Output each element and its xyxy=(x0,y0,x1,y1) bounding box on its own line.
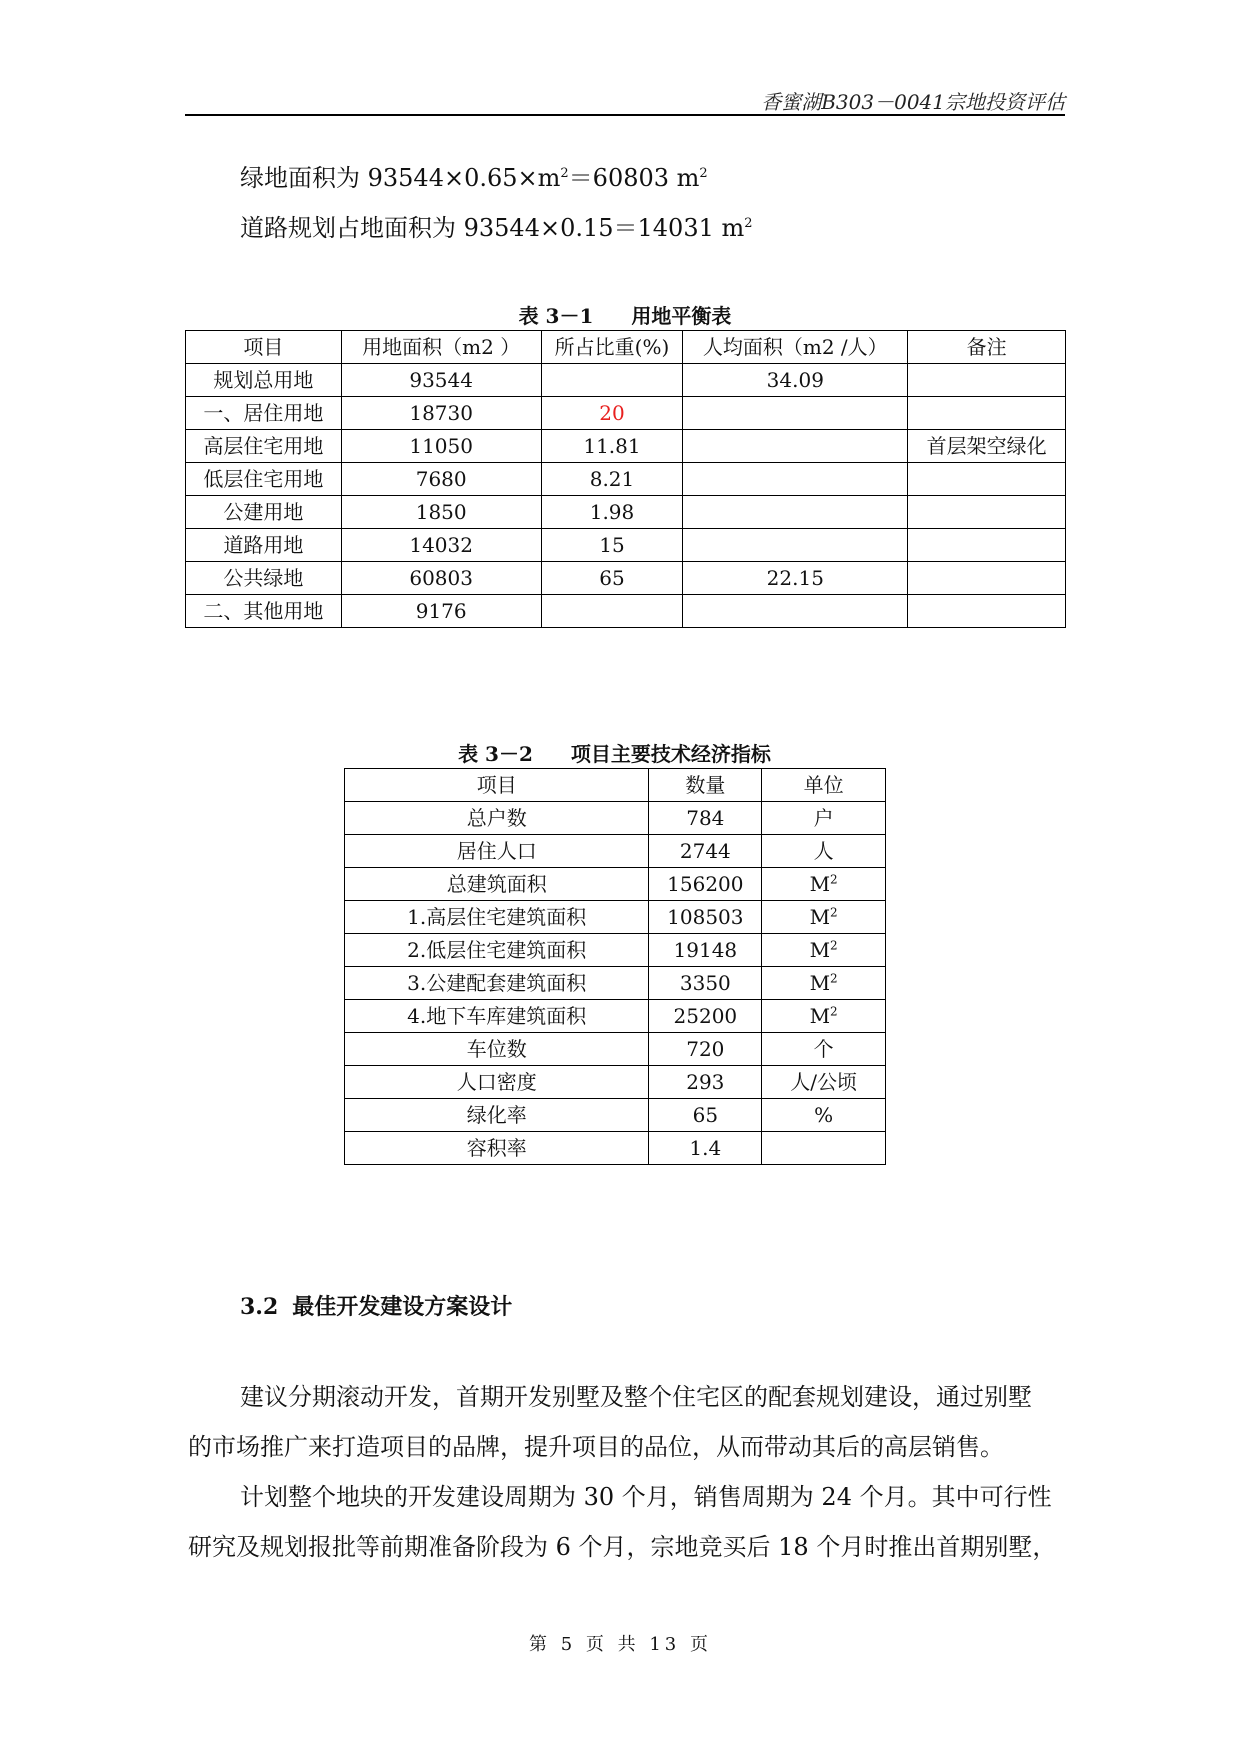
table-cell xyxy=(908,562,1066,595)
header-rule xyxy=(185,114,1065,116)
paragraph-line: 计划整个地块的开发建设周期为 30 个月，销售周期为 24 个月。其中可行性 xyxy=(240,1483,1052,1511)
unit-text: M xyxy=(809,872,831,896)
table-cell: 93544 xyxy=(341,364,541,397)
table-header-cell: 项目 xyxy=(345,769,649,802)
unit-text: M xyxy=(809,1004,831,1028)
unit-text: 户 xyxy=(813,806,834,830)
table-row xyxy=(345,1132,886,1165)
table-cell xyxy=(908,364,1066,397)
table-cell: 108503 xyxy=(649,901,762,934)
table-cell xyxy=(762,1066,886,1099)
table-cell: 34.09 xyxy=(683,364,908,397)
table-cell xyxy=(762,1000,886,1033)
table-row xyxy=(345,835,886,868)
table-cell: 11.81 xyxy=(541,430,683,463)
table-cell xyxy=(762,934,886,967)
table1-caption xyxy=(185,300,1065,329)
table-cell xyxy=(908,529,1066,562)
table-cell: 公共绿地 xyxy=(186,562,342,595)
table-cell: 1.4 xyxy=(649,1132,762,1165)
table-cell xyxy=(762,1033,886,1066)
table-cell: 1850 xyxy=(341,496,541,529)
table-cell xyxy=(683,595,908,628)
table-row xyxy=(186,430,1066,463)
table2-caption-title: 项目主要技术经济指标 xyxy=(570,742,771,766)
table-cell xyxy=(908,595,1066,628)
section-heading xyxy=(240,1290,512,1321)
table-cell: 8.21 xyxy=(541,463,683,496)
page-footer: 第 5 页 共 13 页 xyxy=(529,1634,712,1655)
table-cell: 65 xyxy=(541,562,683,595)
table-cell xyxy=(908,496,1066,529)
table-cell: 60803 xyxy=(341,562,541,595)
formula-superscript: 2 xyxy=(699,166,708,181)
table-row xyxy=(345,802,886,835)
unit-text: % xyxy=(814,1103,834,1127)
table-cell xyxy=(683,397,908,430)
section-number: 3.2 xyxy=(240,1294,279,1320)
table-row xyxy=(345,1099,886,1132)
table2-caption-number: 表 3－2 xyxy=(458,742,533,766)
table-cell: 容积率 xyxy=(345,1132,649,1165)
table-header-cell: 所占比重(%) xyxy=(541,331,683,364)
unit-text: M xyxy=(809,938,831,962)
table-cell: 2744 xyxy=(649,835,762,868)
table-row xyxy=(345,934,886,967)
paragraph-1 xyxy=(188,1372,1064,1472)
table-cell: 3350 xyxy=(649,967,762,1000)
table-cell xyxy=(762,802,886,835)
table1-caption-title: 用地平衡表 xyxy=(631,304,732,328)
table-header-row xyxy=(345,769,886,802)
table-header-cell: 单位 xyxy=(762,769,886,802)
table-cell xyxy=(762,967,886,1000)
unit-text: M xyxy=(809,905,831,929)
table-cell: 784 xyxy=(649,802,762,835)
table-cell xyxy=(762,1099,886,1132)
table-cell: 3.公建配套建筑面积 xyxy=(345,967,649,1000)
table-row xyxy=(186,562,1066,595)
green-area-formula xyxy=(240,158,708,193)
table-cell: 总建筑面积 xyxy=(345,868,649,901)
table-cell xyxy=(762,901,886,934)
table-cell xyxy=(683,463,908,496)
table-cell: 公建用地 xyxy=(186,496,342,529)
table-cell: 1.高层住宅建筑面积 xyxy=(345,901,649,934)
formula-text: 道路规划占地面积为 93544×0.15＝14031 m xyxy=(240,214,745,242)
table-cell: 高层住宅用地 xyxy=(186,430,342,463)
table-cell: 居住人口 xyxy=(345,835,649,868)
table-row xyxy=(186,463,1066,496)
formula-superscript: 2 xyxy=(560,166,569,181)
table-cell: 一、居住用地 xyxy=(186,397,342,430)
table-cell xyxy=(908,463,1066,496)
paragraph-line: 的市场推广来打造项目的品牌，提升项目的品位，从而带动其后的高层销售。 xyxy=(188,1433,1004,1461)
table-cell: 14032 xyxy=(341,529,541,562)
table-cell: 二、其他用地 xyxy=(186,595,342,628)
table-cell: 720 xyxy=(649,1033,762,1066)
formula-text: 绿地面积为 93544×0.65×m xyxy=(240,164,561,192)
table-cell: 22.15 xyxy=(683,562,908,595)
unit-text: M xyxy=(809,971,831,995)
table-header-cell: 项目 xyxy=(186,331,342,364)
table-cell: 18730 xyxy=(341,397,541,430)
table-cell: 人口密度 xyxy=(345,1066,649,1099)
table-cell xyxy=(683,496,908,529)
road-area-formula xyxy=(240,208,753,243)
formula-result: ＝60803 m xyxy=(568,164,700,192)
table-row xyxy=(345,1066,886,1099)
table-cell xyxy=(762,1132,886,1165)
table-cell: 绿化率 xyxy=(345,1099,649,1132)
table-cell xyxy=(908,397,1066,430)
section-title: 最佳开发建设方案设计 xyxy=(292,1294,513,1320)
table-cell: 293 xyxy=(649,1066,762,1099)
unit-text: 人 xyxy=(813,839,834,863)
table-header-cell: 用地面积（m2 ） xyxy=(341,331,541,364)
unit-superscript: 2 xyxy=(830,971,838,986)
formula-superscript: 2 xyxy=(744,216,753,231)
table-row xyxy=(186,529,1066,562)
unit-superscript: 2 xyxy=(830,872,838,887)
table-cell: 4.地下车库建筑面积 xyxy=(345,1000,649,1033)
table-cell: 总户数 xyxy=(345,802,649,835)
table-header-cell: 人均面积（m2 /人） xyxy=(683,331,908,364)
table-row xyxy=(345,967,886,1000)
table-cell: 1.98 xyxy=(541,496,683,529)
table-header-cell: 数量 xyxy=(649,769,762,802)
table-cell xyxy=(762,868,886,901)
table-cell xyxy=(762,835,886,868)
paragraph-2 xyxy=(188,1472,1064,1572)
table-row xyxy=(345,1000,886,1033)
unit-superscript: 2 xyxy=(830,1004,838,1019)
table-cell: 15 xyxy=(541,529,683,562)
table-cell: 7680 xyxy=(341,463,541,496)
table2-caption xyxy=(344,738,885,767)
unit-superscript: 2 xyxy=(830,905,838,920)
table-cell: 首层架空绿化 xyxy=(908,430,1066,463)
table-cell: 11050 xyxy=(341,430,541,463)
table-cell: 低层住宅用地 xyxy=(186,463,342,496)
table-cell: 车位数 xyxy=(345,1033,649,1066)
paragraph-line: 建议分期滚动开发，首期开发别墅及整个住宅区的配套规划建设，通过别墅 xyxy=(240,1383,1032,1411)
table-cell: 道路用地 xyxy=(186,529,342,562)
table-cell xyxy=(541,595,683,628)
table-row xyxy=(345,901,886,934)
tech-indicators-table xyxy=(344,768,886,1165)
unit-text: 人/公顷 xyxy=(790,1070,857,1094)
table-cell xyxy=(541,364,683,397)
table-row xyxy=(186,397,1066,430)
table-cell: 2.低层住宅建筑面积 xyxy=(345,934,649,967)
unit-superscript: 2 xyxy=(830,938,838,953)
table-row xyxy=(345,868,886,901)
table-cell: 规划总用地 xyxy=(186,364,342,397)
table-row xyxy=(186,364,1066,397)
land-balance-table xyxy=(185,330,1066,628)
unit-text: 个 xyxy=(813,1037,834,1061)
table-cell: 9176 xyxy=(341,595,541,628)
table-header-cell: 备注 xyxy=(908,331,1066,364)
paragraph-line: 研究及规划报批等前期准备阶段为 6 个月，宗地竞买后 18 个月时推出首期别墅， xyxy=(188,1533,1057,1561)
table-row xyxy=(345,1033,886,1066)
table-cell: 20 xyxy=(541,397,683,430)
table-cell: 25200 xyxy=(649,1000,762,1033)
table-header-row xyxy=(186,331,1066,364)
page-header: 香蜜湖B303－0041宗地投资评估 xyxy=(761,90,1065,114)
table1-caption-number: 表 3－1 xyxy=(518,304,594,328)
table-cell xyxy=(683,430,908,463)
table-cell: 19148 xyxy=(649,934,762,967)
table-cell: 65 xyxy=(649,1099,762,1132)
table-cell: 156200 xyxy=(649,868,762,901)
table-cell xyxy=(683,529,908,562)
table-row xyxy=(186,595,1066,628)
table-row xyxy=(186,496,1066,529)
